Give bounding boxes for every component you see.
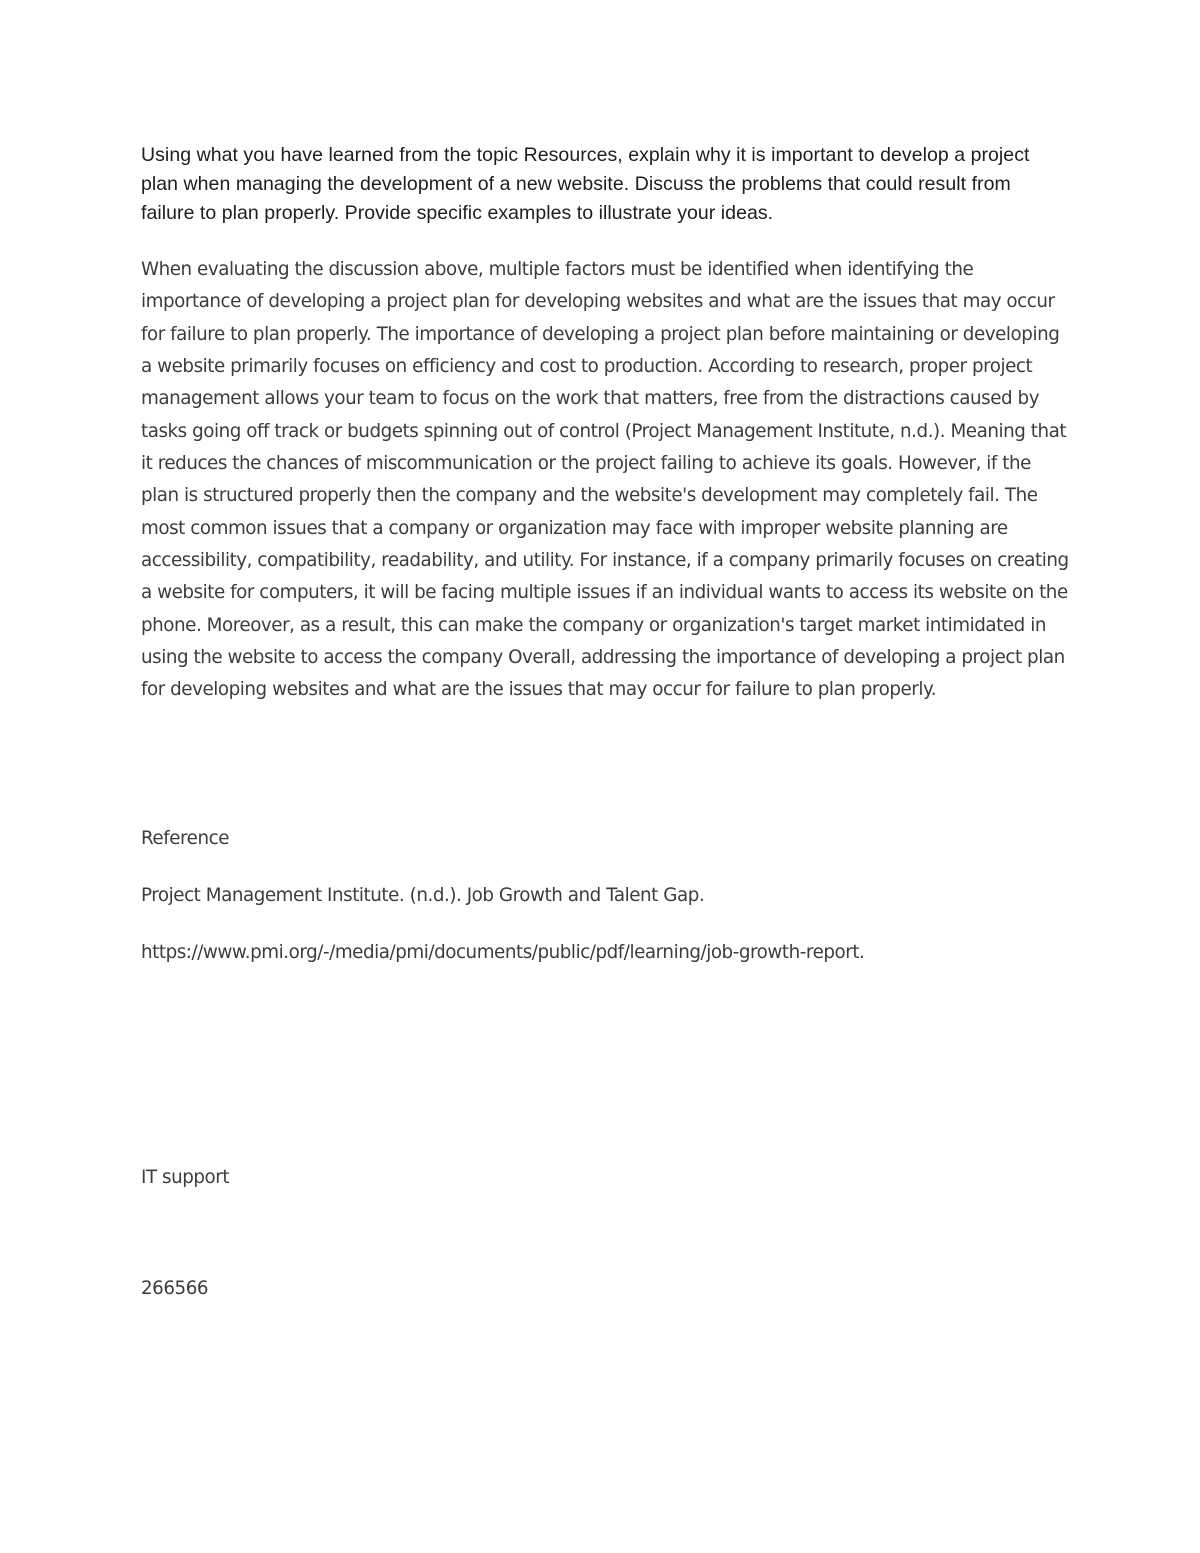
- reference-heading: Reference: [141, 828, 230, 849]
- discussion-prompt: Using what you have learned from the topic Resources, explain why it is important to develop a project plan when managing the development of a new website. Discuss the problems that could result from failure to plan properly. Provide specific examples to illustrate your ideas.: [141, 144, 1030, 224]
- reference-url: https://www.pmi.org/-/media/pmi/documents/public/pdf/learning/job-growth-report.: [141, 942, 865, 963]
- reference-entry: Project Management Institute. (n.d.). Job Growth and Talent Gap.: [141, 885, 705, 906]
- support-text: IT support: [141, 1167, 230, 1188]
- code-number: 266566: [141, 1278, 209, 1299]
- discussion-answer: When evaluating the discussion above, multiple factors must be identified when identifying the importance of developing a project plan for developing websites and what are the issues that may occur for failure to plan properly. The importance of developing a project plan before maintaining or developing a website primarily focuses on efficiency and cost to production. According to research, proper project management allows your team to focus on the work that matters, free from the distractions caused by tasks going off track or budgets spinning out of control (Project Management Institute, n.d.). Meaning that it reduces the chances of miscommunication or the project failing to achieve its goals. However, if the plan is structured properly then the company and the website's development may completely fail. The most common issues that a company or organization may face with improper website planning are accessibility, compatibility, readability, and utility. For instance, if a company primarily focuses on creating a website for computers, it will be facing multiple issues if an individual wants to access its website on the phone. Moreover, as a result, this can make the company or organization's target market intimidated in using the website to access the company Overall, addressing the importance of developing a project plan for developing websites and what are the issues that may occur for failure to plan properly.: [141, 259, 1069, 701]
